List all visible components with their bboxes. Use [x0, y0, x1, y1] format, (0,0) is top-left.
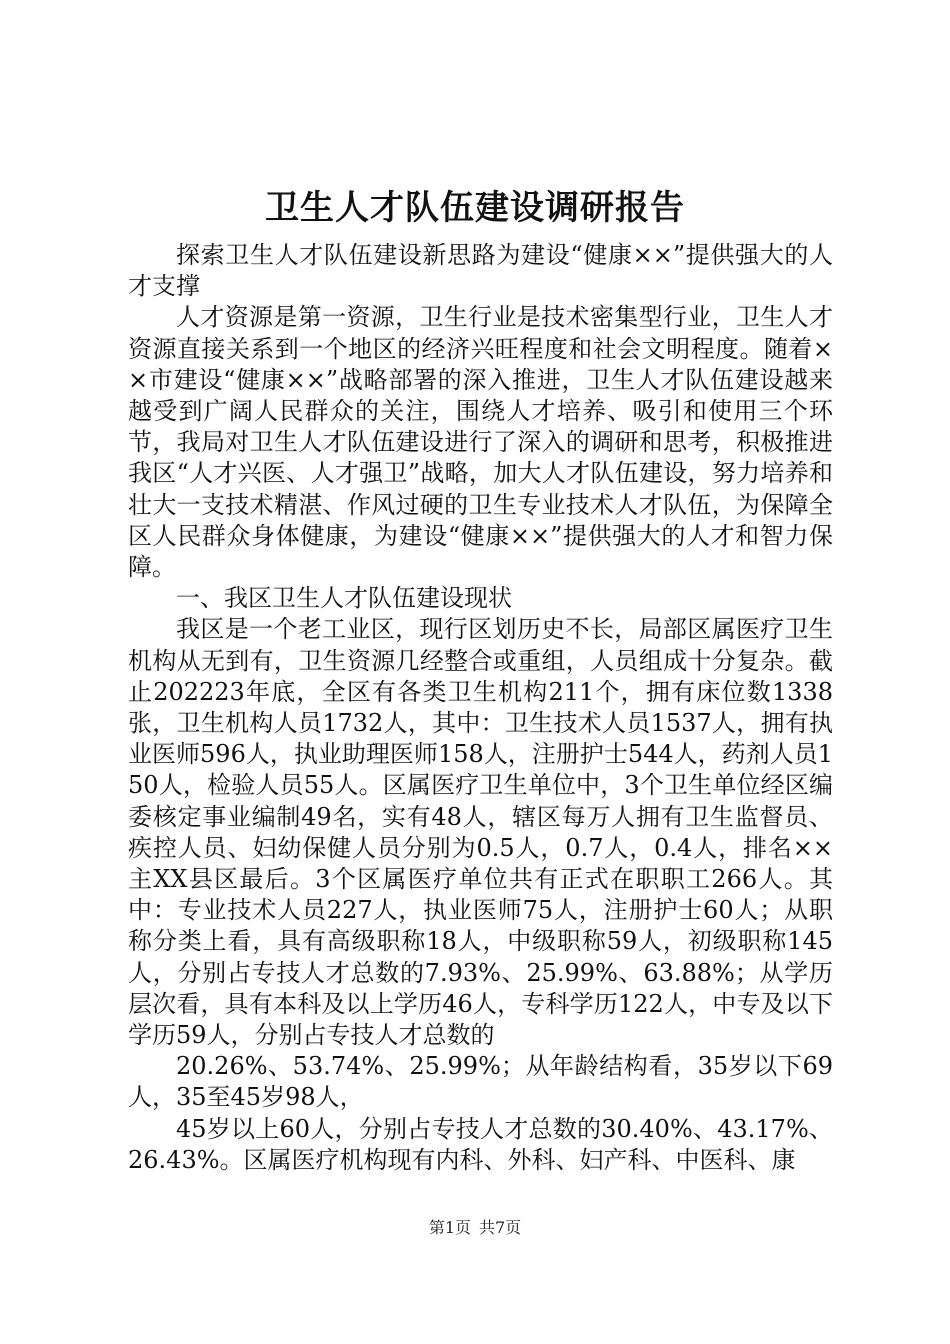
age-structure-paragraph: 20.26%、53.74%、25.99%；从年龄结构看，35岁以下69人，35至45岁98人， — [128, 1052, 833, 1112]
subtitle-paragraph: 探索卫生人才队伍建设新思路为建设“健康××”提供强大的人才支撑 — [128, 241, 833, 301]
page-footer — [0, 1215, 950, 1238]
page-number: 第1页 — [428, 1218, 471, 1237]
document-body — [128, 240, 833, 1176]
departments-paragraph: 45岁以上60人，分别占专技人才总数的30.40%、43.17%、26.43%。区属医疗机构现有内科、外科、妇产科、中医科、康 — [128, 1114, 833, 1174]
status-paragraph: 我区是一个老工业区，现行区划历史不长，局部区属医疗卫生机构从无到有，卫生资源几经整合或重组，人员组成十分复杂。截止202223年底，全区有各类卫生机构211个，拥有床位数1338张，卫生机构人员1732人，其中：卫生技术人员1537人，拥有执业医师596人，执业助理医师158人，注册护士544人，药剂人员150人，检验人员55人。区属医疗卫生单位中，3个卫生单位经区编委核定事业编制49名，实有48人，辖区每万人拥有卫生监督员、疾控人员、妇幼保健人员分别为0.5人，0.7人，0.4人，排名××主XX县区最后。3个区属医疗单位共有正式在职职工266人。其中：专业技术人员227人，执业医师75人，注册护士60人；从职称分类上看，具有高级职称18人，中级职称59人，初级职称145人，分别占专技人才总数的7.93%、25.99%、63.88%；从学历层次看，具有本科及以上学历46人，专科学历122人，中专及以下学历59人，分别占专技人才总数的 — [128, 615, 833, 1050]
intro-paragraph: 人才资源是第一资源，卫生行业是技术密集型行业，卫生人才资源直接关系到一个地区的经济兴旺程度和社会文明程度。随着××市建设“健康××”战略部署的深入推进，卫生人才队伍建设越来越受到广阔人民群众的关注，围绕人才培养、吸引和使用三个环节，我局对卫生人才队伍建设进行了深入的调研和思考，积极推进我区“人才兴医、人才强卫”战略，加大人才队伍建设，努力培养和壮大一支技术精湛、作风过硬的卫生专业技术人才队伍，为保障全区人民群众身体健康，为建设“健康××”提供强大的人才和智力保障。 — [128, 303, 833, 582]
section-heading: 一、我区卫生人才队伍建设现状 — [176, 584, 512, 613]
document-title: 卫生人才队伍建设调研报告 — [265, 188, 685, 228]
page-total: 共7页 — [479, 1218, 522, 1237]
